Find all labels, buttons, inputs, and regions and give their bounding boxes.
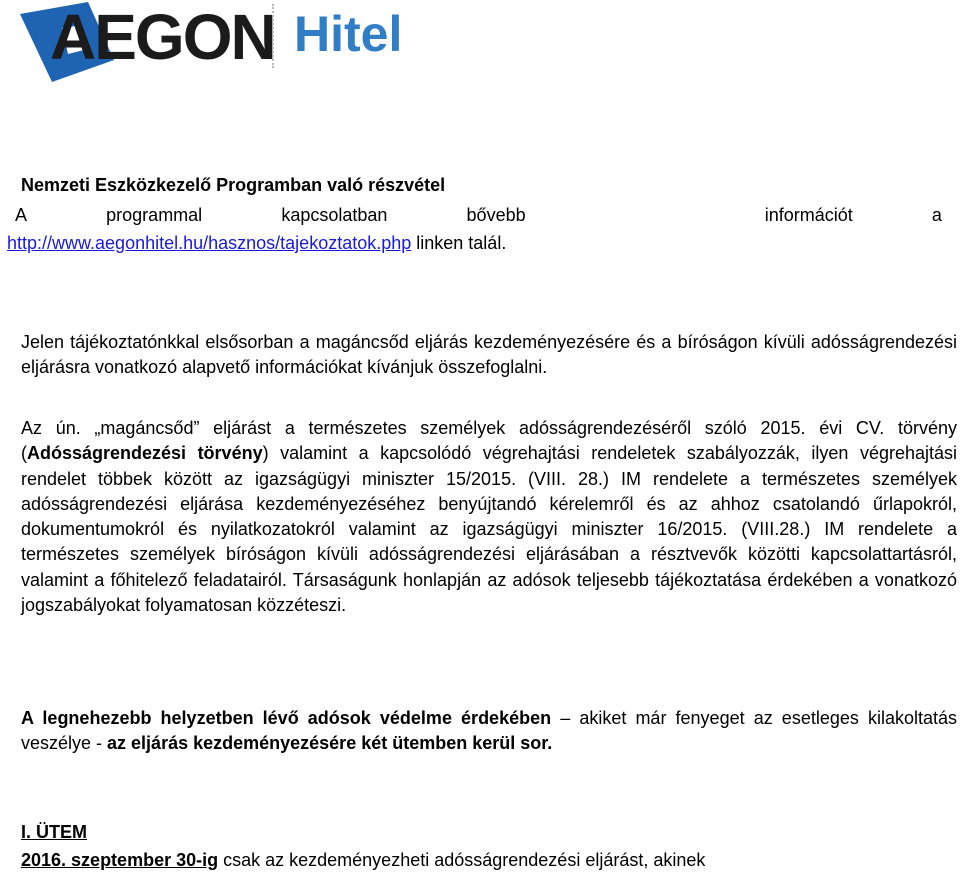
product-name: Hitel [294,6,403,62]
phase-heading: I. ÜTEM [21,822,87,842]
intro-paragraph: Jelen tájékoztatónkkal elsősorban a magáncsőd eljárás kezdeményezésére és a bíróságon kívüli adósságrendezési eljárásra vonatkozó alapvető információkat kívánjuk összefoglalni. [21,332,957,378]
info-link[interactable]: http://www.aegonhitel.hu/hasznos/tajekoztatok.php [7,233,412,253]
protection-paragraph: A legnehezebb helyzetben lévő adósok védelme érdekében – akiket már fenyeget az esetleges kilakoltatás veszélye - az eljárás kezdeményezésére két ütemben kerül sor. [21,708,957,754]
phase-text: 2016. szeptember 30-ig csak az kezdeményezheti adósságrendezési eljárást, akinek [21,850,706,870]
section-title: Nemzeti Eszközkezelő Programban való részvétel [21,175,446,195]
link-line: http://www.aegonhitel.hu/hasznos/tajekoztatok.php linken talál. [7,233,507,253]
brand-name: AEGON [50,1,275,73]
law-name: Adósságrendezési törvény [27,443,263,464]
law-paragraph: Az ún. „magáncsőd” eljárást a természetes személyek adósságrendezéséről szóló 2015. évi CV. törvény (Adósságrendezési törvény) valamint a kapcsolódó végrehajtási rendeletek szabályozzák, ilyen végrehajtási rendelet többek között az igazságügyi miniszter 15/2015. (VIII. 28.) IM rendelete a természetes személyek adósságrendezési eljárása kezdeményezéséhez benyújtandó kérelemről és az ahhoz csatolandó űrlapokról, dokumentumokról és nyilatkozatokról valamint az igazságügyi miniszter 16/2015. (VIII.28.) IM rendelete a természetes személyek bíróságon kívüli adósságrendezési eljárásában a résztvevők közötti kapcsolattartásról, valamint a főhitelező feladatairól. Társaságunk honlapján az adósok teljesebb tájékoztatása érdekében a vonatkozó jogszabályokat folyamatosan közzéteszi. [21,418,957,616]
aegon-hitel-logo [18,0,418,84]
logo-divider [272,4,274,68]
info-line: A programmal kapcsolatban bővebb információt a [15,205,942,225]
